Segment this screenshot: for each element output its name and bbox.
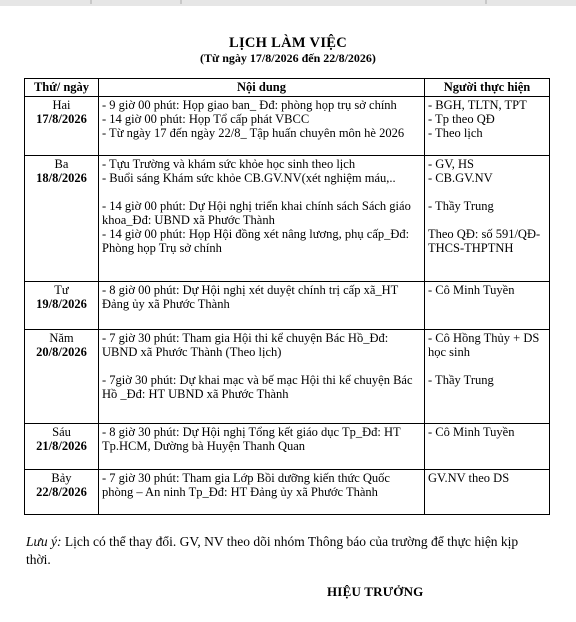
table-row: [25, 97, 550, 156]
day-date: 18/8/2026: [36, 171, 87, 185]
column-header-content: Nội dung: [99, 79, 425, 97]
people-cell: [425, 330, 550, 424]
table-row: [25, 156, 550, 282]
day-name: Sáu: [52, 425, 71, 439]
content-item: - 14 giờ 00 phút: Dự Hội nghị triển khai chính sách Sách giáo khoa_Đđ: UBND xã Phước Thành: [102, 199, 411, 227]
people-item: - BGH, TLTN, TPT: [428, 98, 527, 112]
day-name: Năm: [49, 331, 74, 345]
day-name: Ba: [54, 157, 69, 171]
spacer: [428, 185, 546, 199]
people-item: - Cô Minh Tuyền: [428, 283, 515, 297]
content-item: - 7 giờ 30 phút: Tham gia Lớp Bồi dưỡng kiến thức Quốc phòng – An ninh Tp_Đđ: HT Đảng ủy xã Phước Thành: [102, 471, 390, 499]
column-header-day: Thứ/ ngày: [25, 79, 99, 97]
content-item: - Buổi sáng Khám sức khỏe CB.GV.NV(xét nghiệm máu,..: [102, 171, 396, 185]
day-cell: [25, 156, 99, 282]
table-row: [25, 470, 550, 515]
document-title: LỊCH LÀM VIỆC: [228, 35, 348, 51]
people-item: - Theo lịch: [428, 126, 483, 140]
content-cell: [99, 470, 425, 515]
table-row: [25, 424, 550, 470]
people-cell: [425, 282, 550, 330]
table-row: [25, 282, 550, 330]
content-cell: [99, 330, 425, 424]
table-header-row: [25, 79, 550, 97]
day-name: Tư: [54, 283, 69, 297]
content-item: - 7 giờ 30 phút: Tham gia Hội thi kể chuyện Bác Hồ_Đđ: UBND xã Phước Thành (Theo lịch): [102, 331, 389, 359]
content-item: - 9 giờ 00 phút: Họp giao ban_ Đđ: phòng họp trụ sở chính: [102, 98, 397, 112]
day-date: 19/8/2026: [36, 297, 87, 311]
people-cell: [425, 156, 550, 282]
day-date: 22/8/2026: [36, 485, 87, 499]
people-item: - Thầy Trung: [428, 373, 494, 387]
people-item: - CB.GV.NV: [428, 171, 493, 185]
note-paragraph: [26, 533, 546, 569]
content-item: - 8 giờ 00 phút: Dự Hội nghị xét duyệt chính trị cấp xã_HT Đảng ủy xã Phước Thành: [102, 283, 399, 311]
note-text: Lịch có thể thay đổi. GV, NV theo dõi nhóm Thông báo của trường để thực hiện kịp thời.: [26, 534, 519, 567]
people-item: - GV, HS: [428, 157, 474, 171]
spacer: [428, 359, 546, 373]
day-cell: [25, 330, 99, 424]
ruler-marker: [180, 0, 182, 4]
signature-title: HIỆU TRƯỞNG: [327, 584, 424, 599]
day-cell: [25, 470, 99, 515]
people-item: - Cô Minh Tuyền: [428, 425, 515, 439]
content-cell: [99, 97, 425, 156]
people-item: GV.NV theo DS: [428, 471, 510, 485]
content-item: - 14 giờ 00 phút: Họp Hội đồng xét nâng lương, phụ cấp_Đđ: Phòng họp Trụ sở chính: [102, 227, 410, 255]
day-cell: [25, 97, 99, 156]
spacer: [428, 213, 546, 227]
ruler-marker: [485, 0, 487, 4]
day-date: 17/8/2026: [36, 112, 87, 126]
day-cell: [25, 424, 99, 470]
top-toolbar-strip: [0, 0, 576, 6]
table-row: [25, 330, 550, 424]
content-cell: [99, 282, 425, 330]
people-item: Theo QĐ: số 591/QĐ-THCS-THPTNH: [428, 227, 541, 255]
content-item: - Từ ngày 17 đến ngày 22/8_ Tập huấn chuyên môn hè 2026: [102, 126, 405, 140]
day-date: 21/8/2026: [36, 439, 87, 453]
content-item: - 7giờ 30 phút: Dự khai mạc và bế mạc Hội thi kể chuyện Bác Hồ _Đđ: HT UBND xã Phước Thành: [102, 373, 413, 401]
content-item: - Tựu Trường và khám sức khỏe học sinh theo lịch: [102, 157, 356, 171]
ruler-marker: [90, 0, 92, 4]
day-cell: [25, 282, 99, 330]
schedule-table: [24, 78, 550, 515]
column-header-people: Người thực hiện: [425, 79, 550, 97]
people-cell: [425, 424, 550, 470]
people-item: - Cô Hồng Thủy + DS học sinh: [428, 331, 540, 359]
content-item: - 8 giờ 30 phút: Dự Hội nghị Tổng kết giáo dục Tp_Đđ: HT Tp.HCM, Dường bà Huyện Thanh Quan: [102, 425, 401, 453]
people-item: - Thầy Trung: [428, 199, 494, 213]
people-item: - Tp theo QĐ: [428, 112, 495, 126]
day-name: Bảy: [51, 471, 72, 485]
content-cell: [99, 424, 425, 470]
spacer: [102, 359, 421, 373]
document-subtitle: (Từ ngày 17/8/2026 đến 22/8/2026): [200, 51, 376, 65]
day-date: 20/8/2026: [36, 345, 87, 359]
content-cell: [99, 156, 425, 282]
day-name: Hai: [52, 98, 71, 112]
people-cell: [425, 97, 550, 156]
content-item: - 14 giờ 00 phút: Họp Tổ cấp phát VBCC: [102, 112, 310, 126]
note-label: Lưu ý:: [26, 534, 62, 549]
people-cell: [425, 470, 550, 515]
spacer: [102, 185, 421, 199]
